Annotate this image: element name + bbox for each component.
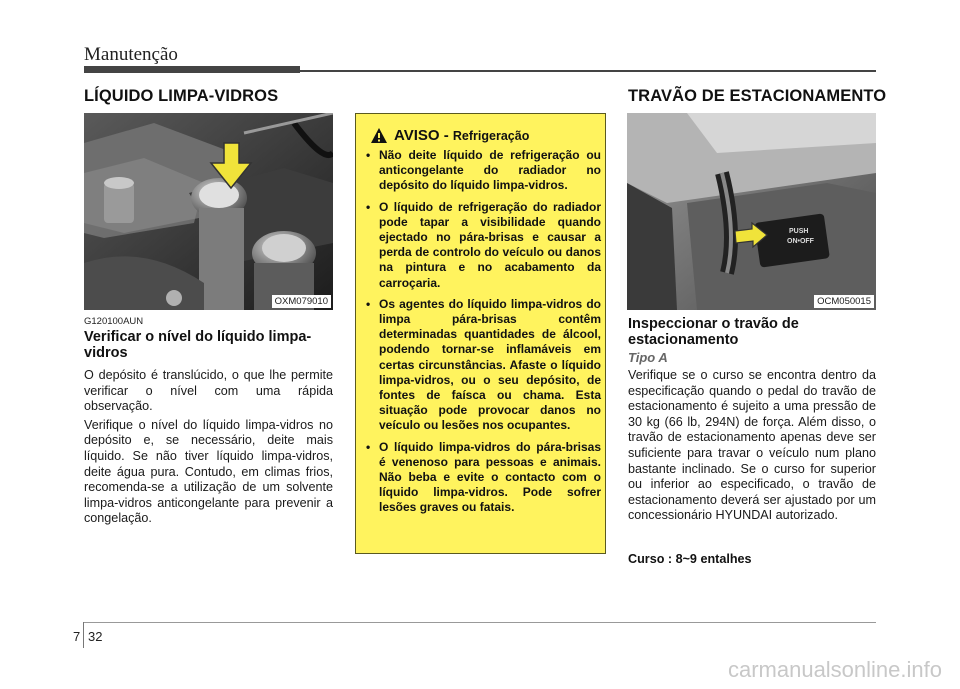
type-label: Tipo A: [628, 350, 668, 365]
running-header: Manutenção: [84, 44, 178, 65]
washer-fluid-text: [84, 368, 333, 527]
section-title-washer-fluid: LÍQUIDO LIMPA-VIDROS: [84, 87, 279, 105]
travel-spec: Curso : 8~9 entalhes: [628, 552, 752, 566]
pedal-label: ON•OFF: [787, 238, 814, 245]
page-number: 32: [88, 629, 103, 644]
paragraph: Verifique o nível do líquido limpa-vidros no depósito e, se necessário, deite mais líquido. Se não tiver líquido limpa-vidros, deite água pura. Contudo, em climas frios, recomenda-se a utilização de um solvente limpa-vidros anticongelante para prevenir a congelação.: [84, 417, 333, 526]
warning-header: [370, 124, 529, 146]
pedal-illustration: [627, 113, 876, 310]
paragraph: Verifique se o curso se encontra dentro da especificação quando o pedal do travão de estacionamento é sujeito a uma pressão de 30 kg (66 lb, 294N) de força. Além disso, o travão de estacionamento apenas deve ser suficiente para travar o veículo num plano bastante inclinado. Se o curso for superior ou inferior ao especificado, o travão de estacionamento deverá ser ajustado por um concessionário HYUNDAI autorizado.: [628, 368, 876, 523]
parking-brake-text: [628, 368, 876, 524]
sub-heading-check-level: Verificar o nível do líquido limpa-vidros: [84, 329, 312, 361]
footer-rule: [84, 622, 876, 623]
warning-item: • O líquido limpa-vidros do pára-brisas é venenoso para pessoas e animais. Não beba e evite o contacto com o líquido limpa-vidros. Pode sofrer lesões graves ou fatais.: [362, 440, 601, 516]
warning-item: • Não deite líquido de refrigeração ou anticongelante do radiador no depósito do líquido limpa-vidros.: [362, 148, 601, 194]
engine-bay-illustration: [84, 113, 333, 310]
warning-item: • O líquido de refrigeração do radiador pode tapar a visibilidade quando ejectado no pára-brisas e causar a perda de controlo do veículo ou danos na pintura e no acabamento da carroçaria.: [362, 200, 601, 291]
chapter-number: 7: [73, 629, 81, 644]
reference-code: G120100AUN: [84, 316, 144, 327]
photo-code: OCM050015: [814, 295, 874, 308]
pedal-label: PUSH: [789, 228, 809, 235]
warning-triangle-icon: [370, 127, 388, 144]
warning-item: • Os agentes do líquido limpa-vidros do limpa pára-brisas contêm determinadas quantidades de álcool, podendo tornar-se inflamáveis em certas circunstâncias. Afaste o líquido limpa-vidros, ou o seu depósito, de fontes de faísca ou chama. Esta situação pode provocar danos no veículo ou lesões nos ocupantes.: [362, 297, 601, 434]
watermark: carmanualsonline.info: [727, 657, 942, 682]
photo-code: OXM079010: [272, 295, 331, 308]
warning-box: [355, 113, 606, 554]
parking-brake-photo: [627, 113, 876, 310]
page-number-divider: [83, 622, 84, 648]
sub-heading-inspect-brake: Inspeccionar o travão de estacionamento: [628, 316, 799, 348]
header-bar: [84, 66, 300, 73]
washer-reservoir-photo: [84, 113, 333, 310]
section-title-parking-brake: TRAVÃO DE ESTACIONAMENTO: [628, 87, 887, 105]
warning-list: [362, 148, 601, 522]
header-rule: [300, 70, 876, 72]
paragraph: O depósito é translúcido, o que lhe permite verificar o nível com uma rápida observação.: [84, 368, 333, 414]
warning-title: AVISO - Refrigeração: [394, 126, 530, 144]
